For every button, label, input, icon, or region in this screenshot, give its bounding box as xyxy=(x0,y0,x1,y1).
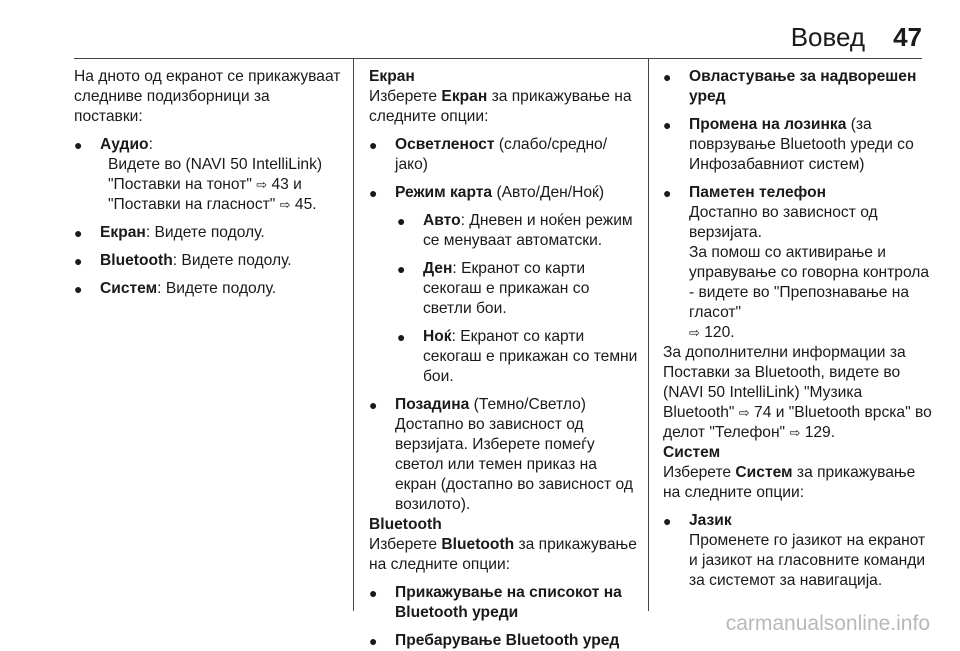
body-text: Изберете xyxy=(663,464,736,481)
page-ref-icon: ⇨ xyxy=(738,405,750,420)
page-ref-icon: ⇨ xyxy=(256,177,268,192)
list-item-bt-search xyxy=(369,631,639,651)
page-ref-icon: ⇨ xyxy=(689,325,700,340)
bullet-icon: ● xyxy=(369,633,378,649)
item-label: Ден xyxy=(423,260,453,277)
body-text: За помош со активирање и управување со говорна контрола - видете во "Препознавање на гласот" xyxy=(689,244,930,321)
list-item-smartphone xyxy=(663,183,933,203)
item-label: Bluetooth xyxy=(100,252,173,269)
body-bold: Систем xyxy=(735,464,793,481)
bullet-icon: ● xyxy=(397,329,406,345)
list-item-bt-device-list xyxy=(369,583,639,623)
section-title: Вовед xyxy=(790,22,866,52)
page-ref-icon: ⇨ xyxy=(789,425,801,440)
screen-intro xyxy=(369,87,639,127)
item-text: (за поврзување Bluetooth уреди со Инфозабавниот систем) xyxy=(689,116,914,173)
list-item-brightness xyxy=(369,135,639,175)
body-text: за прикажување на следните опции: xyxy=(369,536,637,573)
language-body: Променете го јазикот на екранот и јазикот на гласовните команди за системот за навигација. xyxy=(689,532,926,589)
column-divider-2 xyxy=(648,58,649,611)
body-text: За дополнителни информации за Поставки за Bluetooth, видете во (NAVI 50 IntelliLink) "Музика Bluetooth" xyxy=(663,344,906,421)
item-label: Прикажување на списокот на Bluetooth уреди xyxy=(395,584,622,621)
item-label: Ноќ xyxy=(423,328,452,345)
body-bold: Bluetooth xyxy=(441,536,515,553)
page-ref: 120. xyxy=(704,324,735,341)
list-item-audio xyxy=(74,135,342,155)
bullet-icon: ● xyxy=(74,253,83,269)
item-text: : Дневен и ноќен режим се менуваат автоматски. xyxy=(423,212,633,249)
item-label: Систем xyxy=(100,280,158,297)
item-text: : xyxy=(148,136,153,153)
list-item-map-mode xyxy=(369,183,639,203)
list-item-language xyxy=(663,511,933,531)
bullet-icon: ● xyxy=(369,585,378,601)
list-item-screen xyxy=(74,223,342,243)
column-3 xyxy=(663,67,933,591)
item-label: Позадина xyxy=(395,396,470,413)
column-2 xyxy=(369,67,639,651)
item-label: Екран xyxy=(100,224,146,241)
smartphone-body-2 xyxy=(663,243,933,343)
item-text: (слабо/средно/ јако) xyxy=(395,136,608,173)
page-ref: 43 и xyxy=(271,176,302,193)
section-heading-system: Систем xyxy=(663,444,721,461)
intro-text: На дното од екранот се прикажуваат следниве подизборници за поставки: xyxy=(74,68,341,125)
bullet-icon: ● xyxy=(663,117,672,133)
bullet-icon: ● xyxy=(74,281,83,297)
audio-body xyxy=(74,155,342,215)
page-number: 47 xyxy=(893,22,922,52)
sublist-item-auto xyxy=(369,211,639,251)
item-label: Режим карта xyxy=(395,184,493,201)
column-1 xyxy=(74,67,342,299)
body-text: Изберете xyxy=(369,88,442,105)
watermark: carmanualsonline.info xyxy=(725,612,930,635)
bullet-icon: ● xyxy=(397,213,406,229)
bullet-icon: ● xyxy=(663,185,672,201)
sublist-item-night xyxy=(369,327,639,387)
item-label: Аудио xyxy=(100,136,149,153)
body-text: за прикажување на следните опции: xyxy=(663,464,916,501)
item-label: Јазик xyxy=(689,512,732,529)
list-item-bluetooth xyxy=(74,251,342,271)
item-text: : Екранот со карти секогаш е прикажан со темни бои. xyxy=(423,328,638,385)
body-bold: Екран xyxy=(441,88,488,105)
header-rule xyxy=(74,58,922,59)
bullet-icon: ● xyxy=(663,513,672,529)
body-text: за прикажување на следните опции: xyxy=(369,88,632,125)
system-intro xyxy=(663,463,933,503)
body-text: 74 и "Bluetooth врска" во делот "Телефон" xyxy=(663,404,932,441)
column-divider-1 xyxy=(353,58,354,611)
bluetooth-intro xyxy=(369,535,639,575)
page-header xyxy=(791,22,922,56)
smartphone-body-1: Достапно во зависност од верзијата. xyxy=(689,204,878,241)
item-text: : Видете подолу. xyxy=(145,224,265,241)
bullet-icon: ● xyxy=(369,185,378,201)
sublist-item-day xyxy=(369,259,639,319)
page-ref: 45. xyxy=(294,196,317,213)
list-item-pin xyxy=(663,115,933,175)
bullet-icon: ● xyxy=(369,137,378,153)
list-item-auth xyxy=(663,67,933,107)
more-info xyxy=(663,343,933,443)
item-text: (Авто/Ден/Ноќ) xyxy=(492,184,605,201)
bullet-icon: ● xyxy=(74,137,83,153)
item-label: Пребарување Bluetooth уред xyxy=(395,632,620,649)
list-item-background xyxy=(369,395,639,415)
body-text: Изберете xyxy=(369,536,442,553)
bullet-icon: ● xyxy=(369,397,378,413)
page-ref: 129. xyxy=(804,424,836,441)
item-text: : Видете подолу. xyxy=(172,252,292,269)
section-heading-screen: Екран xyxy=(369,68,415,85)
page-ref-icon: ⇨ xyxy=(279,197,291,212)
item-label: Авто xyxy=(423,212,461,229)
item-label: Промена на лозинка xyxy=(689,116,847,133)
item-label: Овластување за надворешен уред xyxy=(689,68,917,105)
bullet-icon: ● xyxy=(397,261,406,277)
item-text: : Екранот со карти секогаш е прикажан со светли бои. xyxy=(423,260,590,317)
background-body: Достапно во зависност од верзијата. Изберете помеѓу светол или темен приказ на екран (достапно во зависност од возилото). xyxy=(395,416,633,513)
body-text: Видете во (NAVI 50 IntelliLink) "Поставки на тонот" xyxy=(108,156,323,193)
body-text: "Поставки на гласност" xyxy=(108,196,276,213)
section-heading-bluetooth: Bluetooth xyxy=(369,516,442,533)
item-text: : Видете подолу. xyxy=(157,280,277,297)
item-label: Паметен телефон xyxy=(689,184,827,201)
bullet-icon: ● xyxy=(663,69,672,85)
item-text: (Темно/Светло) xyxy=(469,396,586,413)
list-item-system xyxy=(74,279,342,299)
bullet-icon: ● xyxy=(74,225,83,241)
item-label: Осветленост xyxy=(395,136,495,153)
